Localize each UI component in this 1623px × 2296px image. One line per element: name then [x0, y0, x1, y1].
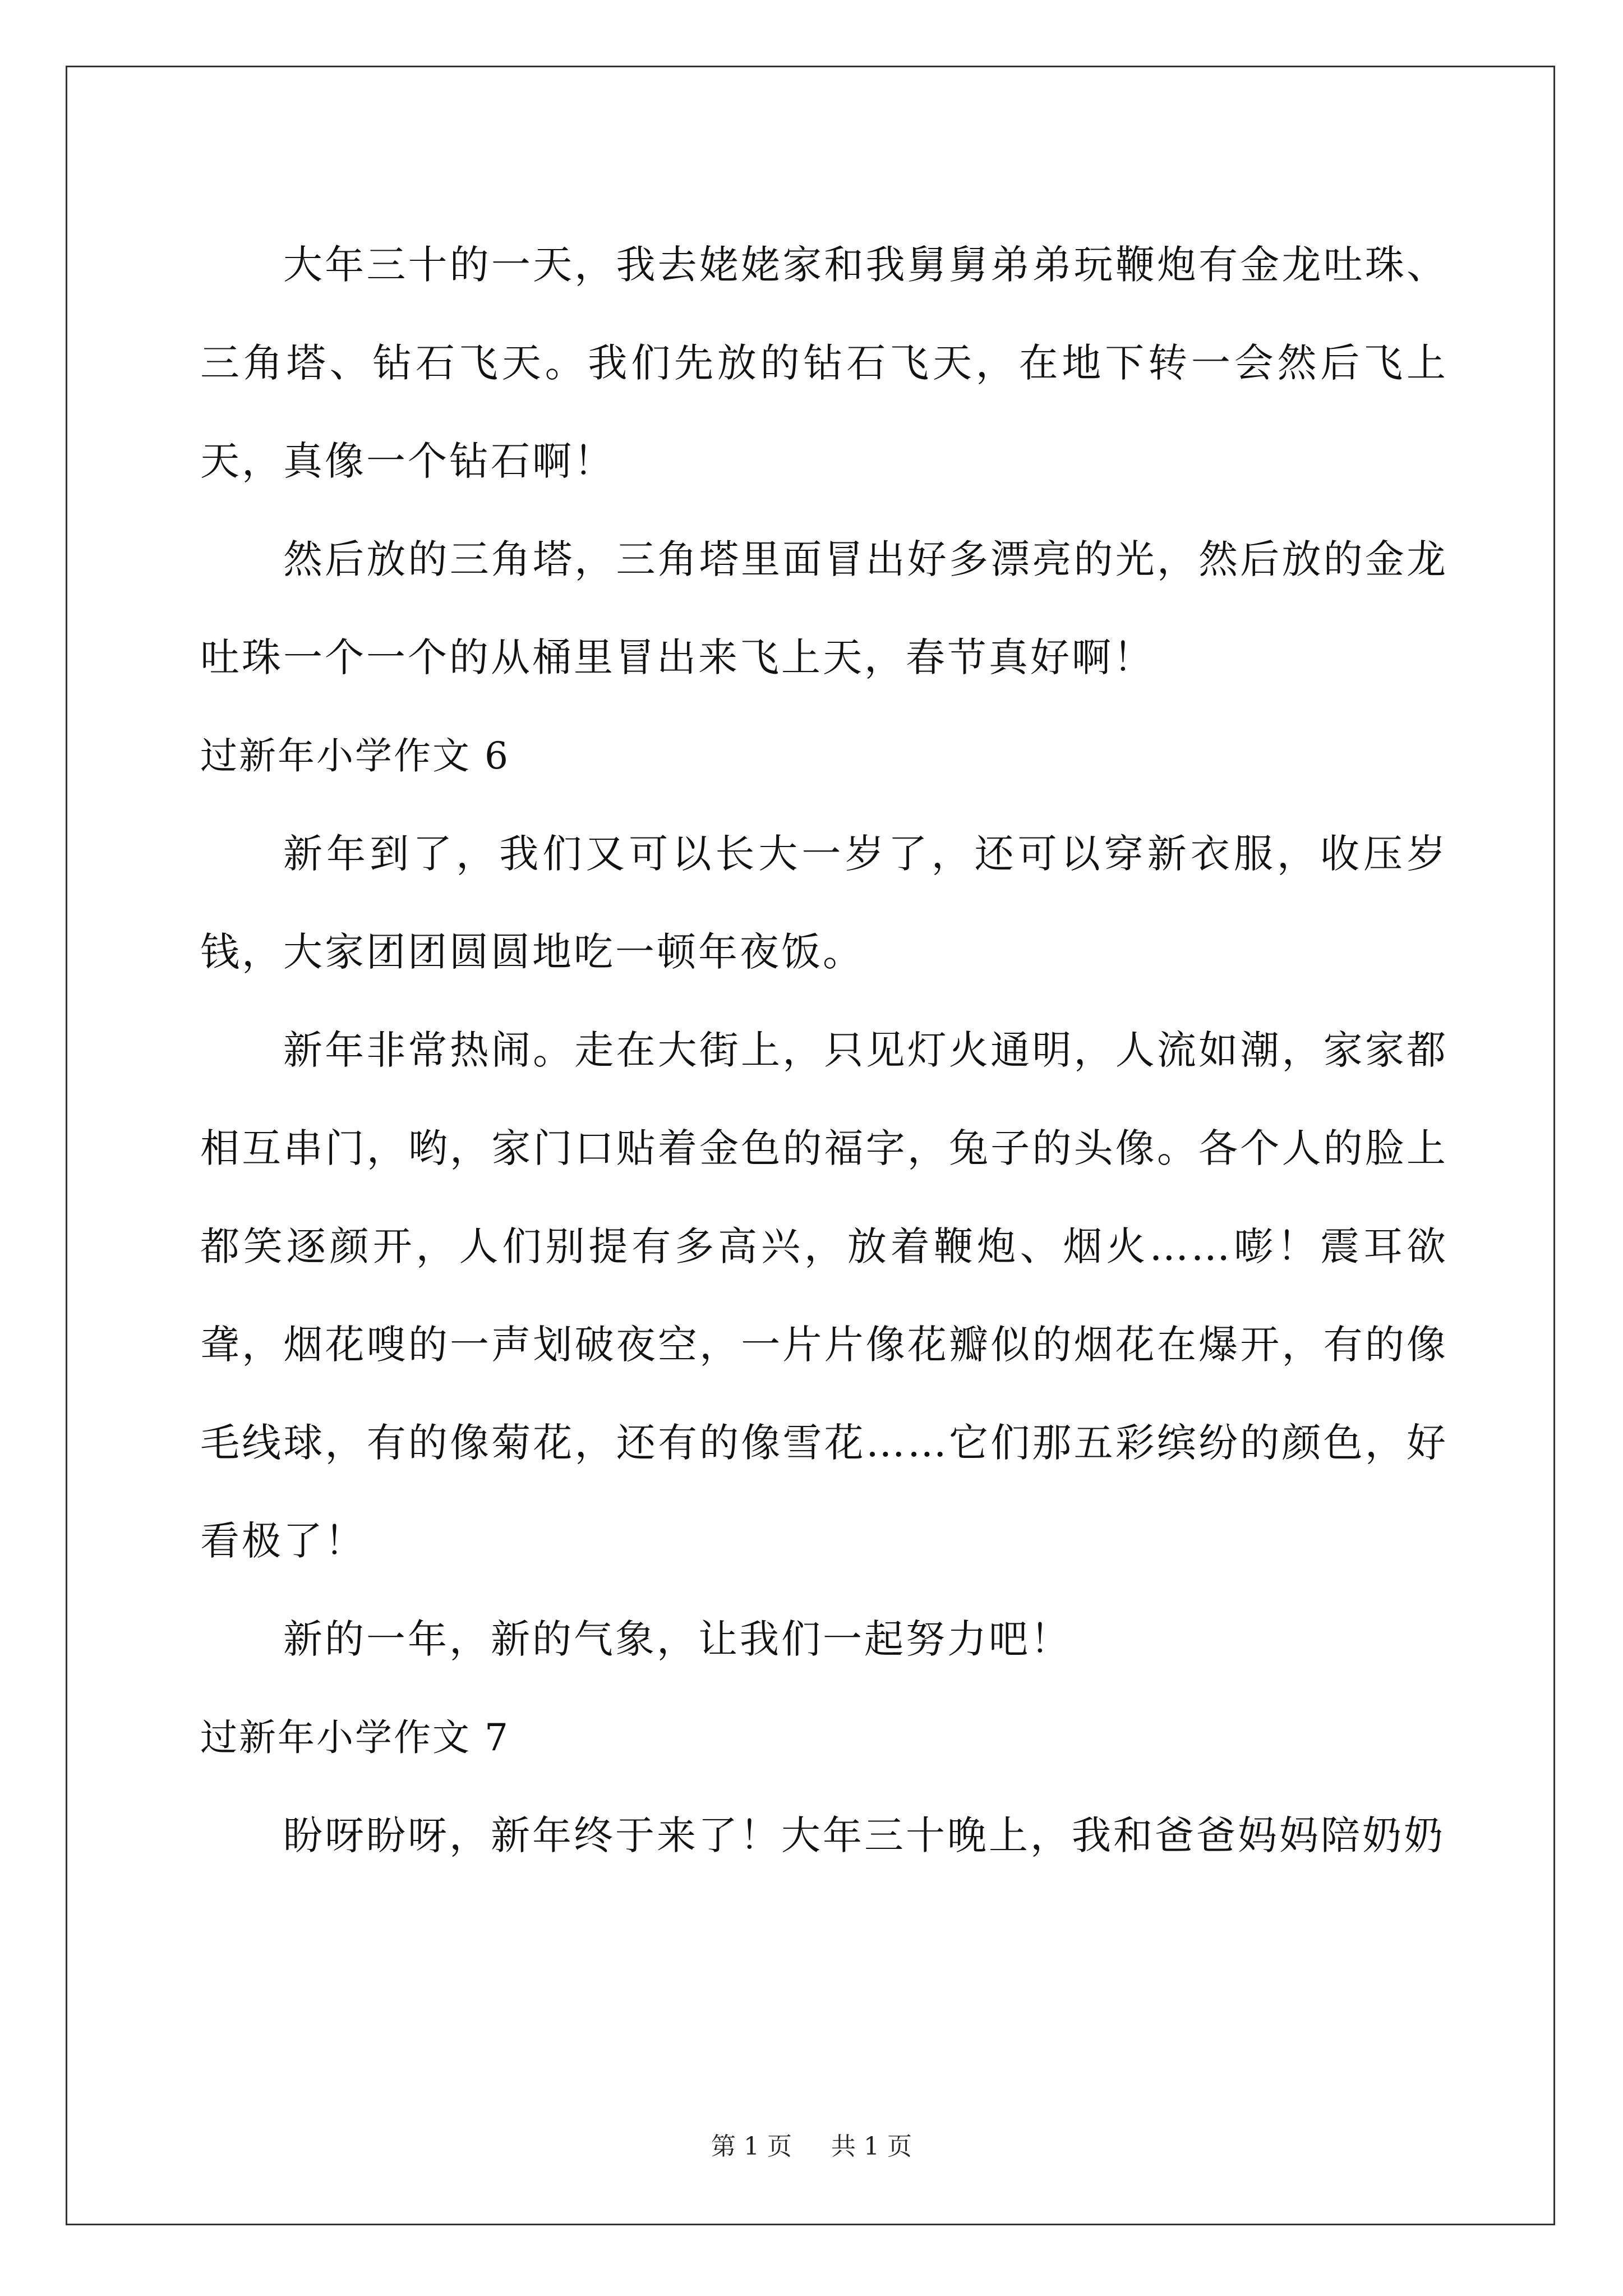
- paragraph: 新的一年，新的气象，让我们一起努力吧！: [283, 1616, 1072, 1662]
- document-body: [200, 216, 1448, 1885]
- page-number: 第 1 页: [711, 2132, 792, 2161]
- paragraph: 大年三十的一天，我去姥姥家和我舅舅弟弟玩鞭炮有金龙吐珠、三角塔、钻石飞天。我们先放的钻石飞天，在地下转一会然后飞上天，真像一个钻石啊！: [200, 242, 1448, 484]
- paragraph: 然后放的三角塔，三角塔里面冒出好多漂亮的光，然后放的金龙吐珠一个一个的从桶里冒出来飞上天，春节真好啊！: [200, 536, 1448, 680]
- paragraph: 新年到了，我们又可以长大一岁了，还可以穿新衣服，收压岁钱，大家团团圆圆地吃一顿年夜饭。: [200, 831, 1448, 975]
- section-heading: 过新年小学作文 6: [200, 734, 510, 777]
- paragraph: 新年非常热闹。走在大街上，只见灯火通明，人流如潮，家家都相互串门，哟，家门口贴着金色的福字，兔子的头像。各个人的脸上都笑逐颜开，人们别提有多高兴，放着鞭炮、烟火……嘭！震耳欲聋，烟花嗖的一声划破夜空，一片片像花瓣似的烟花在爆开，有的像毛线球，有的像菊花，还有的像雪花……它们那五彩缤纷的颜色，好看极了！: [200, 1027, 1448, 1564]
- page-total: 共 1 页: [831, 2132, 912, 2161]
- section-heading: 过新年小学作文 7: [200, 1716, 510, 1759]
- paragraph: 盼呀盼呀，新年终于来了！大年三十晚上，我和爸爸妈妈陪奶奶: [283, 1812, 1445, 1858]
- page-footer: [0, 2126, 1623, 2162]
